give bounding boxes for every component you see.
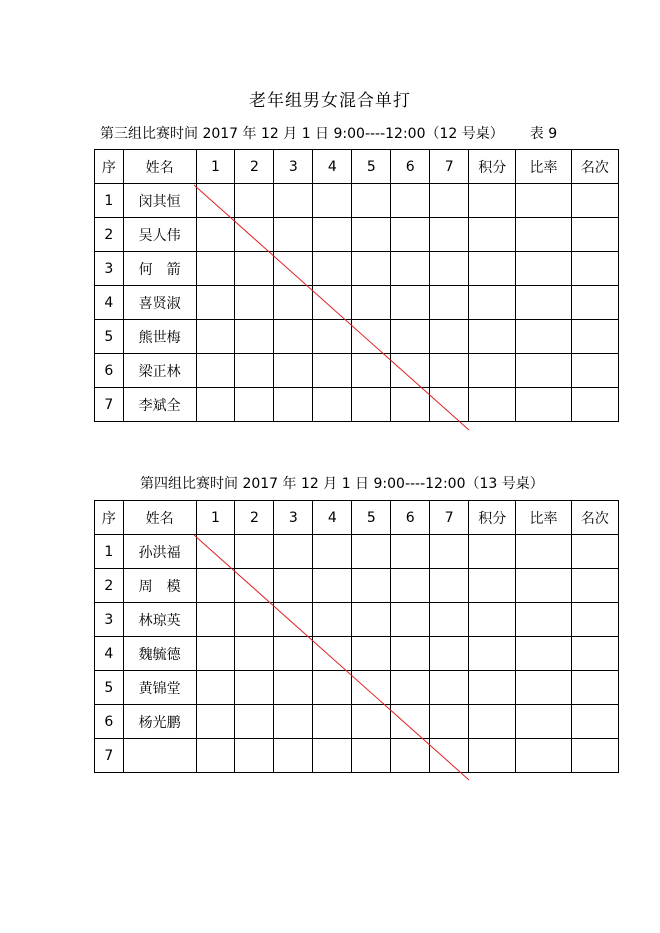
match-score-cell	[274, 569, 313, 603]
match-score-cell	[274, 705, 313, 739]
player-seq: 5	[95, 671, 124, 705]
match-score-cell	[196, 218, 235, 252]
player-seq: 3	[95, 603, 124, 637]
player-row	[95, 637, 619, 671]
match-score-cell	[274, 388, 313, 422]
match-score-cell	[196, 286, 235, 320]
match-score-cell	[391, 603, 430, 637]
points-cell	[469, 535, 516, 569]
points-cell	[469, 671, 516, 705]
match-score-cell	[196, 320, 235, 354]
player-name: 吴人伟	[123, 218, 196, 252]
rank-cell	[571, 218, 618, 252]
points-cell	[469, 320, 516, 354]
match-score-cell	[430, 286, 469, 320]
column-header: 姓名	[123, 150, 196, 184]
match-score-cell	[430, 388, 469, 422]
match-score-cell	[313, 218, 352, 252]
player-name: 周 模	[123, 569, 196, 603]
match-score-cell	[391, 739, 430, 773]
match-score-cell	[235, 569, 274, 603]
column-header: 比率	[516, 501, 571, 535]
ratio-cell	[516, 637, 571, 671]
points-cell	[469, 286, 516, 320]
match-score-cell	[352, 252, 391, 286]
match-score-cell	[352, 739, 391, 773]
player-name: 孙洪福	[123, 535, 196, 569]
column-header: 6	[391, 150, 430, 184]
match-score-cell	[313, 603, 352, 637]
player-row	[95, 388, 619, 422]
match-score-cell	[235, 286, 274, 320]
match-score-cell	[430, 739, 469, 773]
column-header: 7	[430, 150, 469, 184]
match-score-cell	[391, 218, 430, 252]
match-score-cell	[313, 388, 352, 422]
group-3-table-body	[95, 150, 619, 422]
column-header: 序	[95, 150, 124, 184]
match-score-cell	[313, 671, 352, 705]
column-header: 1	[196, 150, 235, 184]
match-score-cell	[196, 184, 235, 218]
points-cell	[469, 569, 516, 603]
match-score-cell	[313, 705, 352, 739]
rank-cell	[571, 535, 618, 569]
match-score-cell	[391, 320, 430, 354]
points-cell	[469, 184, 516, 218]
match-score-cell	[391, 705, 430, 739]
match-score-cell	[235, 739, 274, 773]
ratio-cell	[516, 218, 571, 252]
group-4-schedule: 第四组比赛时间 2017 年 12 月 1 日 9:00----12:00（13 号桌）	[140, 476, 544, 492]
match-score-cell	[391, 637, 430, 671]
rank-cell	[571, 354, 618, 388]
match-score-cell	[313, 637, 352, 671]
match-score-cell	[430, 252, 469, 286]
rank-cell	[571, 320, 618, 354]
match-score-cell	[313, 286, 352, 320]
points-cell	[469, 603, 516, 637]
group-3-schedule: 第三组比赛时间 2017 年 12 月 1 日 9:00----12:00（12 号桌）	[100, 126, 504, 142]
match-score-cell	[430, 603, 469, 637]
player-seq: 3	[95, 252, 124, 286]
match-score-cell	[313, 354, 352, 388]
rank-cell	[571, 739, 618, 773]
points-cell	[469, 218, 516, 252]
column-header: 序	[95, 501, 124, 535]
rank-cell	[571, 252, 618, 286]
match-score-cell	[196, 388, 235, 422]
match-score-cell	[391, 286, 430, 320]
match-score-cell	[352, 218, 391, 252]
ratio-cell	[516, 286, 571, 320]
match-score-cell	[352, 388, 391, 422]
player-seq: 5	[95, 320, 124, 354]
player-name: 何 箭	[123, 252, 196, 286]
ratio-cell	[516, 354, 571, 388]
match-score-cell	[274, 252, 313, 286]
player-row	[95, 705, 619, 739]
rank-cell	[571, 286, 618, 320]
match-score-cell	[391, 184, 430, 218]
match-score-cell	[352, 535, 391, 569]
column-header: 比率	[516, 150, 571, 184]
ratio-cell	[516, 671, 571, 705]
ratio-cell	[516, 603, 571, 637]
player-row	[95, 603, 619, 637]
match-score-cell	[352, 603, 391, 637]
ratio-cell	[516, 388, 571, 422]
player-name: 黄锦堂	[123, 671, 196, 705]
player-row	[95, 535, 619, 569]
match-score-cell	[235, 603, 274, 637]
group-4-score-table	[94, 500, 619, 773]
player-name	[123, 739, 196, 773]
match-score-cell	[352, 671, 391, 705]
player-name: 杨光鹏	[123, 705, 196, 739]
match-score-cell	[196, 535, 235, 569]
column-header: 3	[274, 150, 313, 184]
player-seq: 1	[95, 184, 124, 218]
match-score-cell	[196, 354, 235, 388]
match-score-cell	[391, 388, 430, 422]
player-seq: 6	[95, 705, 124, 739]
header-row	[95, 501, 619, 535]
ratio-cell	[516, 252, 571, 286]
match-score-cell	[235, 184, 274, 218]
ratio-cell	[516, 535, 571, 569]
rank-cell	[571, 184, 618, 218]
player-name: 喜贤淑	[123, 286, 196, 320]
points-cell	[469, 388, 516, 422]
player-row	[95, 286, 619, 320]
match-score-cell	[352, 705, 391, 739]
document-title: 老年组男女混合单打	[249, 91, 411, 111]
match-score-cell	[313, 184, 352, 218]
match-score-cell	[313, 535, 352, 569]
match-score-cell	[430, 535, 469, 569]
match-score-cell	[313, 320, 352, 354]
match-score-cell	[274, 218, 313, 252]
player-seq: 2	[95, 569, 124, 603]
column-header: 6	[391, 501, 430, 535]
match-score-cell	[352, 569, 391, 603]
match-score-cell	[274, 603, 313, 637]
player-seq: 2	[95, 218, 124, 252]
group-3-heading	[100, 123, 557, 143]
points-cell	[469, 739, 516, 773]
ratio-cell	[516, 739, 571, 773]
column-header: 2	[235, 150, 274, 184]
player-row	[95, 671, 619, 705]
player-name: 李斌全	[123, 388, 196, 422]
match-score-cell	[196, 637, 235, 671]
column-header: 5	[352, 501, 391, 535]
match-score-cell	[235, 535, 274, 569]
player-seq: 6	[95, 354, 124, 388]
sheet-number: 表 9	[529, 126, 558, 142]
points-cell	[469, 354, 516, 388]
group-4-heading	[140, 473, 544, 493]
player-seq: 4	[95, 286, 124, 320]
ratio-cell	[516, 569, 571, 603]
match-score-cell	[196, 603, 235, 637]
match-score-cell	[274, 354, 313, 388]
player-seq: 7	[95, 739, 124, 773]
match-score-cell	[235, 320, 274, 354]
match-score-cell	[352, 637, 391, 671]
column-header: 7	[430, 501, 469, 535]
header-row	[95, 150, 619, 184]
rank-cell	[571, 637, 618, 671]
rank-cell	[571, 569, 618, 603]
rank-cell	[571, 705, 618, 739]
match-score-cell	[430, 569, 469, 603]
match-score-cell	[430, 637, 469, 671]
match-score-cell	[196, 569, 235, 603]
group-3-score-table	[94, 149, 619, 422]
column-header: 姓名	[123, 501, 196, 535]
match-score-cell	[313, 739, 352, 773]
match-score-cell	[196, 671, 235, 705]
match-score-cell	[196, 739, 235, 773]
match-score-cell	[235, 671, 274, 705]
match-score-cell	[391, 354, 430, 388]
points-cell	[469, 252, 516, 286]
match-score-cell	[352, 184, 391, 218]
match-score-cell	[391, 569, 430, 603]
player-name: 熊世梅	[123, 320, 196, 354]
player-name: 魏毓德	[123, 637, 196, 671]
column-header: 3	[274, 501, 313, 535]
match-score-cell	[235, 354, 274, 388]
column-header: 4	[313, 150, 352, 184]
player-seq: 4	[95, 637, 124, 671]
player-row	[95, 252, 619, 286]
match-score-cell	[196, 705, 235, 739]
player-row	[95, 218, 619, 252]
match-score-cell	[274, 637, 313, 671]
player-row	[95, 739, 619, 773]
match-score-cell	[430, 218, 469, 252]
match-score-cell	[352, 320, 391, 354]
match-score-cell	[430, 184, 469, 218]
match-score-cell	[391, 252, 430, 286]
match-score-cell	[352, 354, 391, 388]
column-header: 积分	[469, 150, 516, 184]
match-score-cell	[274, 671, 313, 705]
player-name: 林琼英	[123, 603, 196, 637]
player-name: 梁正林	[123, 354, 196, 388]
match-score-cell	[274, 535, 313, 569]
player-seq: 1	[95, 535, 124, 569]
match-score-cell	[352, 286, 391, 320]
match-score-cell	[430, 705, 469, 739]
match-score-cell	[391, 535, 430, 569]
points-cell	[469, 637, 516, 671]
match-score-cell	[391, 671, 430, 705]
match-score-cell	[430, 320, 469, 354]
player-row	[95, 184, 619, 218]
player-row	[95, 354, 619, 388]
column-header: 5	[352, 150, 391, 184]
match-score-cell	[235, 252, 274, 286]
points-cell	[469, 705, 516, 739]
column-header: 2	[235, 501, 274, 535]
ratio-cell	[516, 705, 571, 739]
column-header: 4	[313, 501, 352, 535]
match-score-cell	[274, 320, 313, 354]
rank-cell	[571, 603, 618, 637]
match-score-cell	[274, 286, 313, 320]
match-score-cell	[274, 739, 313, 773]
match-score-cell	[313, 569, 352, 603]
column-header: 名次	[571, 501, 618, 535]
ratio-cell	[516, 320, 571, 354]
ratio-cell	[516, 184, 571, 218]
match-score-cell	[235, 637, 274, 671]
column-header: 名次	[571, 150, 618, 184]
rank-cell	[571, 388, 618, 422]
player-name: 闵其恒	[123, 184, 196, 218]
rank-cell	[571, 671, 618, 705]
column-header: 1	[196, 501, 235, 535]
match-score-cell	[196, 252, 235, 286]
match-score-cell	[274, 184, 313, 218]
match-score-cell	[430, 354, 469, 388]
group-4-table-body	[95, 501, 619, 773]
player-seq: 7	[95, 388, 124, 422]
player-row	[95, 320, 619, 354]
player-row	[95, 569, 619, 603]
match-score-cell	[430, 671, 469, 705]
match-score-cell	[235, 218, 274, 252]
column-header: 积分	[469, 501, 516, 535]
match-score-cell	[313, 252, 352, 286]
match-score-cell	[235, 388, 274, 422]
match-score-cell	[235, 705, 274, 739]
